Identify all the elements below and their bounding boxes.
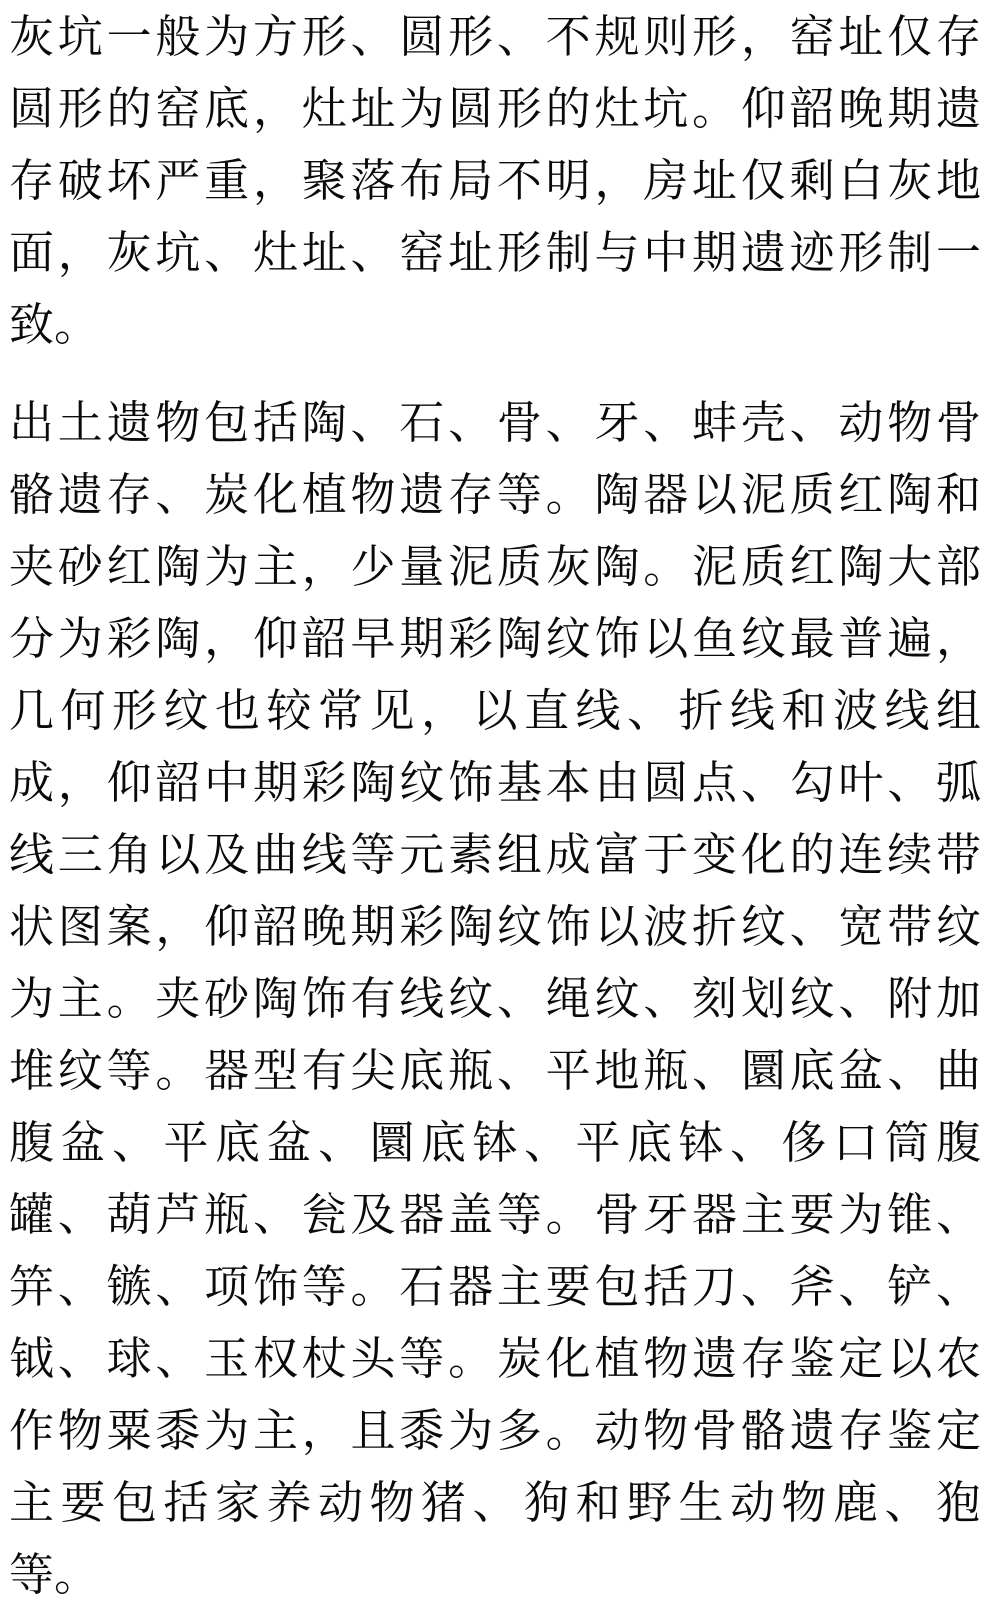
text-line: 夹砂红陶为主，少量泥质灰陶。泥质红陶大部 (9, 541, 981, 592)
text-line: 线三角以及曲线等元素组成富于变化的连续带 (9, 829, 981, 880)
text-line: 等。 (9, 1549, 100, 1600)
paragraph-2 (9, 387, 981, 1611)
text-line: 笄、镞、项饰等。石器主要包括刀、斧、铲、 (9, 1261, 981, 1312)
text-line: 分为彩陶，仰韶早期彩陶纹饰以鱼纹最普遍， (9, 613, 981, 664)
text-line: 灰坑一般为方形、圆形、不规则形，窑址仅存 (9, 11, 981, 62)
text-line: 面，灰坑、灶址、窑址形制与中期遗迹形制一 (9, 227, 981, 278)
text-line: 钺、球、玉权杖头等。炭化植物遗存鉴定以农 (9, 1333, 981, 1384)
text-line: 出土遗物包括陶、石、骨、牙、蚌壳、动物骨 (9, 397, 981, 448)
text-line: 堆纹等。器型有尖底瓶、平地瓶、圜底盆、曲 (9, 1045, 981, 1096)
text-line: 腹盆、平底盆、圜底钵、平底钵、侈口筒腹 (9, 1117, 981, 1168)
text-line: 作物粟黍为主，且黍为多。动物骨骼遗存鉴定 (9, 1405, 981, 1456)
text-line: 主要包括家养动物猪、狗和野生动物鹿、狍 (9, 1477, 981, 1528)
text-line: 圆形的窑底，灶址为圆形的灶坑。仰韶晚期遗 (9, 83, 981, 134)
text-line: 存破坏严重，聚落布局不明，房址仅剩白灰地 (9, 155, 981, 206)
text-line: 致。 (9, 299, 100, 350)
text-line: 成，仰韶中期彩陶纹饰基本由圆点、勾叶、弧 (9, 757, 981, 808)
text-line: 状图案，仰韶晚期彩陶纹饰以波折纹、宽带纹 (9, 901, 981, 952)
paragraph-1 (9, 1, 981, 361)
text-line: 为主。夹砂陶饰有线纹、绳纹、刻划纹、附加 (9, 973, 981, 1024)
text-line: 几何形纹也较常见，以直线、折线和波线组 (9, 685, 981, 736)
text-line: 骼遗存、炭化植物遗存等。陶器以泥质红陶和 (9, 469, 981, 520)
text-line: 罐、葫芦瓶、瓮及器盖等。骨牙器主要为锥、 (9, 1189, 981, 1240)
